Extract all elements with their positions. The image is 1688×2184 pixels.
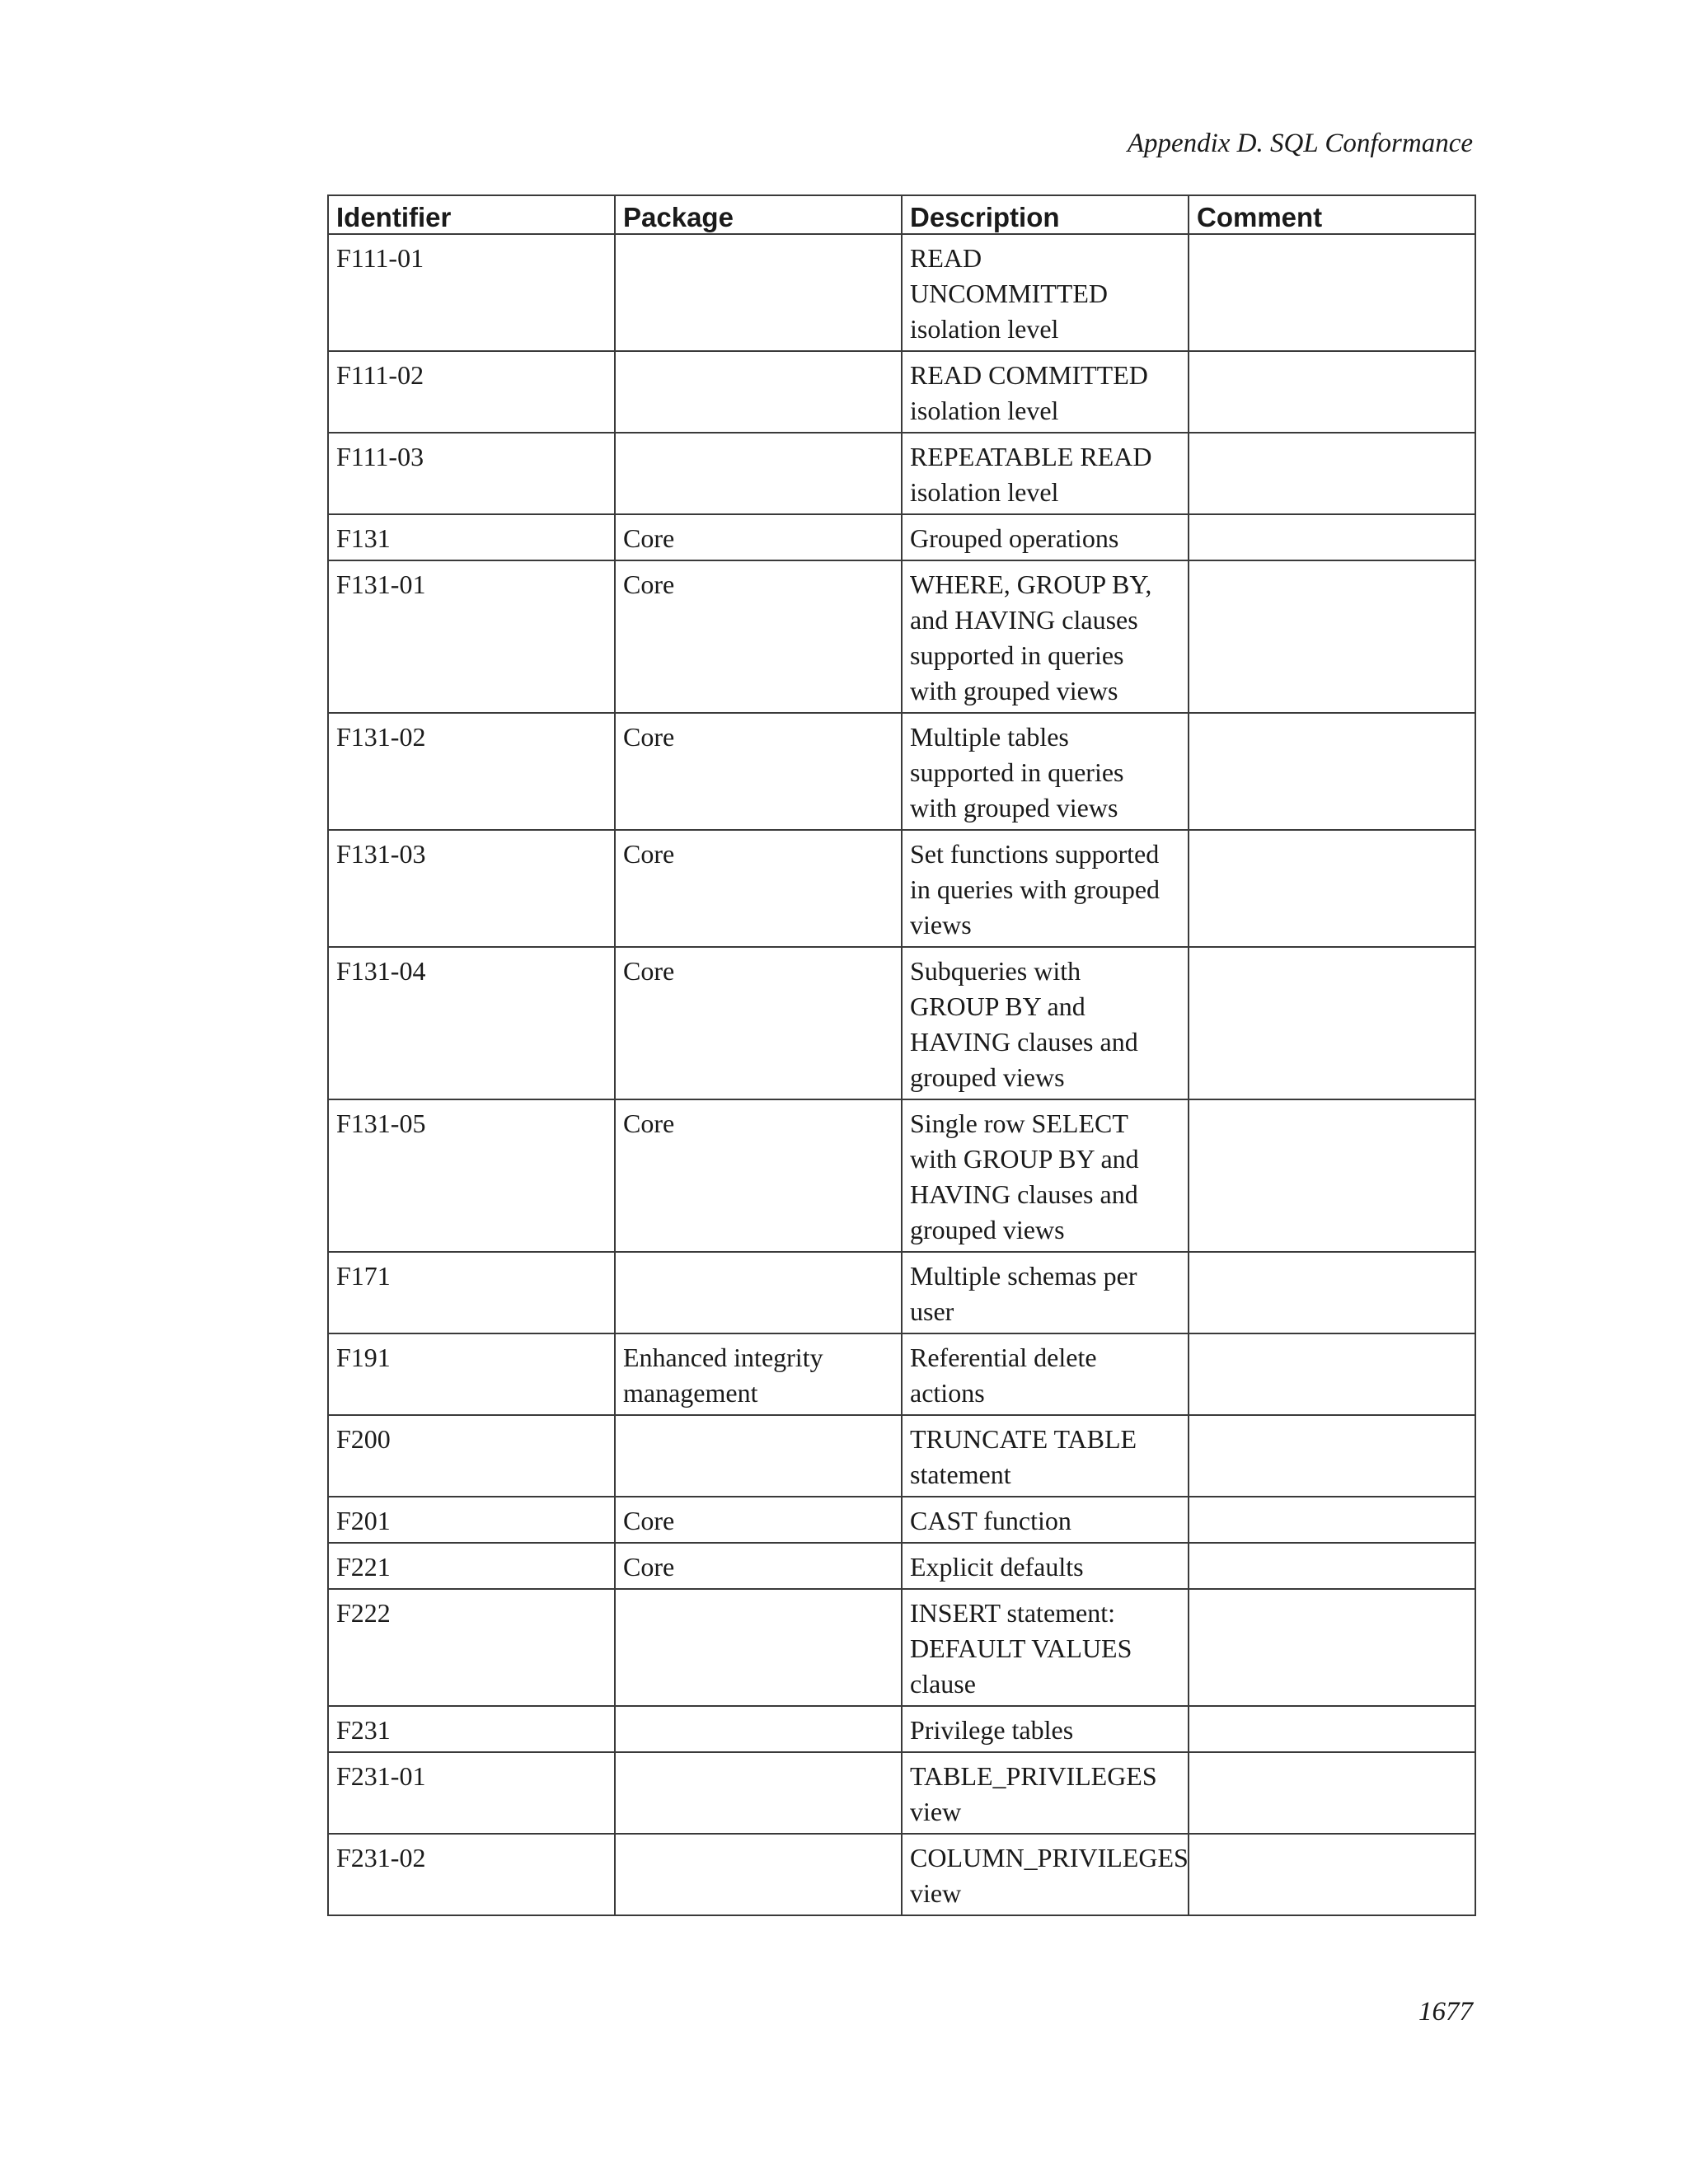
cell-identifier: F200 — [328, 1415, 615, 1497]
running-header: Appendix D. SQL Conformance — [1127, 129, 1473, 158]
cell-identifier: F191 — [328, 1333, 615, 1415]
cell-package — [615, 1415, 902, 1497]
cell-identifier: F111-03 — [328, 433, 615, 514]
cell-identifier: F111-01 — [328, 234, 615, 351]
cell-package: Core — [615, 1543, 902, 1589]
cell-package: Core — [615, 713, 902, 830]
cell-package — [615, 1834, 902, 1915]
cell-description: Multiple schemas per user — [902, 1252, 1189, 1333]
cell-comment — [1189, 1543, 1475, 1589]
page-number: 1677 — [1418, 1997, 1473, 2027]
cell-comment — [1189, 351, 1475, 433]
cell-identifier: F231 — [328, 1706, 615, 1752]
cell-identifier: F131 — [328, 514, 615, 560]
cell-description: TRUNCATE TABLE statement — [902, 1415, 1189, 1497]
cell-comment — [1189, 830, 1475, 947]
cell-identifier: F131-04 — [328, 947, 615, 1099]
cell-identifier: F111-02 — [328, 351, 615, 433]
cell-description: COLUMN_PRIVILEGES view — [902, 1834, 1189, 1915]
cell-description: Set functions supported in queries with grouped views — [902, 830, 1189, 947]
cell-comment — [1189, 1497, 1475, 1543]
conformance-table — [327, 194, 1476, 1916]
cell-package — [615, 1706, 902, 1752]
cell-description: Explicit defaults — [902, 1543, 1189, 1589]
cell-description: TABLE_PRIVILEGES view — [902, 1752, 1189, 1834]
table-row — [328, 947, 1475, 1099]
cell-identifier: F231-01 — [328, 1752, 615, 1834]
cell-description: Multiple tables supported in queries with grouped views — [902, 713, 1189, 830]
table-row — [328, 1706, 1475, 1752]
cell-package: Core — [615, 1099, 902, 1252]
table-row — [328, 713, 1475, 830]
cell-comment — [1189, 1099, 1475, 1252]
cell-identifier: F171 — [328, 1252, 615, 1333]
table-row — [328, 1252, 1475, 1333]
table-row — [328, 1099, 1475, 1252]
cell-comment — [1189, 713, 1475, 830]
cell-description: INSERT statement: DEFAULT VALUES clause — [902, 1589, 1189, 1706]
cell-package — [615, 1252, 902, 1333]
column-header-package: Package — [615, 195, 902, 234]
table-row — [328, 830, 1475, 947]
cell-package: Core — [615, 1497, 902, 1543]
table-row — [328, 1333, 1475, 1415]
table-row — [328, 1497, 1475, 1543]
cell-package — [615, 1589, 902, 1706]
cell-package — [615, 234, 902, 351]
column-header-comment: Comment — [1189, 195, 1475, 234]
cell-comment — [1189, 433, 1475, 514]
cell-identifier: F131-01 — [328, 560, 615, 713]
cell-package: Enhanced integrity management — [615, 1333, 902, 1415]
cell-comment — [1189, 1589, 1475, 1706]
cell-description: Single row SELECT with GROUP BY and HAVING clauses and grouped views — [902, 1099, 1189, 1252]
column-header-identifier: Identifier — [328, 195, 615, 234]
cell-comment — [1189, 1834, 1475, 1915]
cell-identifier: F131-02 — [328, 713, 615, 830]
cell-package — [615, 351, 902, 433]
cell-package — [615, 433, 902, 514]
table-row — [328, 1834, 1475, 1915]
table-row — [328, 234, 1475, 351]
cell-comment — [1189, 1415, 1475, 1497]
cell-identifier: F222 — [328, 1589, 615, 1706]
cell-description: WHERE, GROUP BY, and HAVING clauses supported in queries with grouped views — [902, 560, 1189, 713]
table-row — [328, 1589, 1475, 1706]
table-row — [328, 1415, 1475, 1497]
cell-comment — [1189, 1252, 1475, 1333]
table-row — [328, 514, 1475, 560]
cell-identifier: F201 — [328, 1497, 615, 1543]
cell-package: Core — [615, 947, 902, 1099]
cell-identifier: F221 — [328, 1543, 615, 1589]
table-row — [328, 433, 1475, 514]
table-row — [328, 1752, 1475, 1834]
cell-identifier: F231-02 — [328, 1834, 615, 1915]
cell-description: Privilege tables — [902, 1706, 1189, 1752]
table-row — [328, 560, 1475, 713]
cell-description: READ COMMITTED isolation level — [902, 351, 1189, 433]
column-header-description: Description — [902, 195, 1189, 234]
table-row — [328, 351, 1475, 433]
cell-description: Grouped operations — [902, 514, 1189, 560]
cell-comment — [1189, 1752, 1475, 1834]
cell-package: Core — [615, 830, 902, 947]
cell-comment — [1189, 947, 1475, 1099]
cell-package: Core — [615, 560, 902, 713]
table-body — [328, 234, 1475, 1915]
cell-identifier: F131-03 — [328, 830, 615, 947]
cell-description: REPEATABLE READ isolation level — [902, 433, 1189, 514]
cell-description: CAST function — [902, 1497, 1189, 1543]
cell-identifier: F131-05 — [328, 1099, 615, 1252]
table-header-row — [328, 195, 1475, 234]
cell-description: READ UNCOMMITTED isolation level — [902, 234, 1189, 351]
cell-description: Referential delete actions — [902, 1333, 1189, 1415]
cell-comment — [1189, 514, 1475, 560]
cell-comment — [1189, 560, 1475, 713]
cell-description: Subqueries with GROUP BY and HAVING clauses and grouped views — [902, 947, 1189, 1099]
cell-package: Core — [615, 514, 902, 560]
cell-comment — [1189, 1333, 1475, 1415]
cell-package — [615, 1752, 902, 1834]
table-row — [328, 1543, 1475, 1589]
cell-comment — [1189, 234, 1475, 351]
cell-comment — [1189, 1706, 1475, 1752]
